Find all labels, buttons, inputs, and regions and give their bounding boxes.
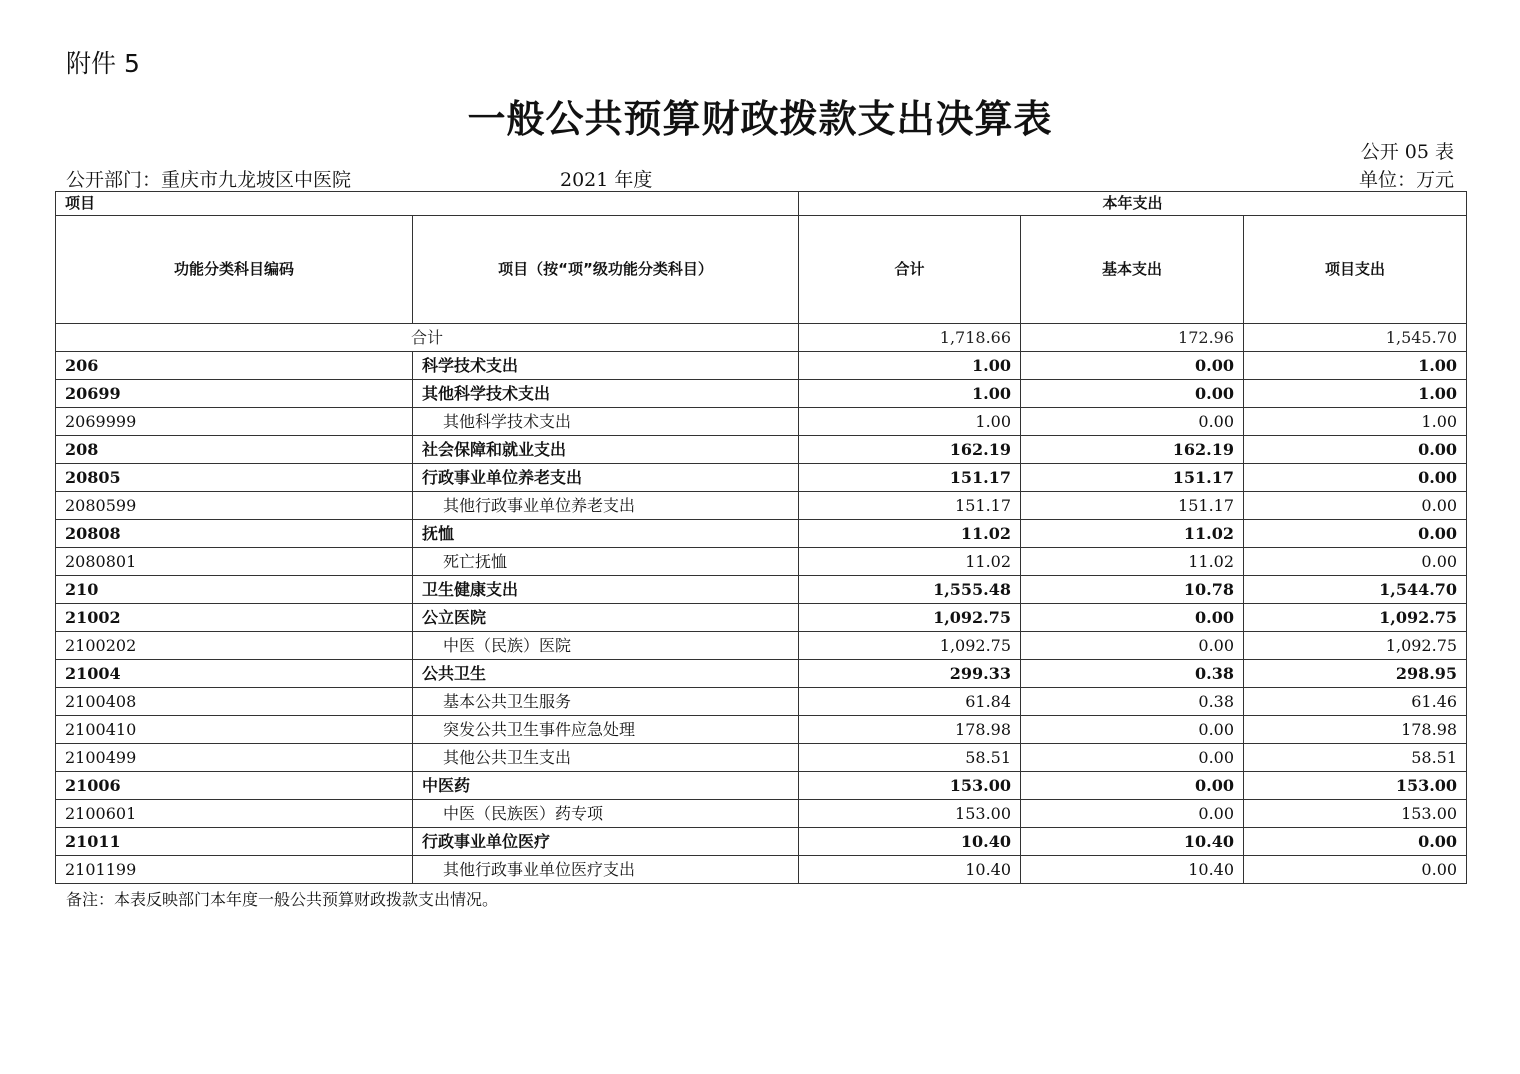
row-program: 0.00 [1244,520,1467,548]
row-code: 208 [56,436,413,464]
row-name: 抚恤 [413,520,799,548]
row-code: 210 [56,576,413,604]
row-program: 1.00 [1244,352,1467,380]
row-name: 行政事业单位养老支出 [413,464,799,492]
row-name: 公共卫生 [413,660,799,688]
table-row [56,800,1467,828]
row-total: 11.02 [799,548,1021,576]
page-title: 一般公共预算财政拨款支出决算表 [467,96,1053,141]
row-code: 2080599 [56,492,413,520]
row-basic: 10.40 [1021,856,1244,884]
row-name: 其他科学技术支出 [413,380,799,408]
header-row-columns [56,216,1467,324]
table-row [56,828,1467,856]
row-total: 178.98 [799,716,1021,744]
row-total: 1.00 [799,352,1021,380]
table-row [56,380,1467,408]
row-basic: 0.00 [1021,744,1244,772]
row-name: 基本公共卫生服务 [413,688,799,716]
row-code: 21011 [56,828,413,856]
row-name: 其他行政事业单位养老支出 [413,492,799,520]
total-basic: 172.96 [1021,324,1244,352]
table-row [56,688,1467,716]
row-total: 1,092.75 [799,604,1021,632]
row-basic: 10.78 [1021,576,1244,604]
table-row [56,744,1467,772]
row-program: 1.00 [1244,380,1467,408]
row-basic: 11.02 [1021,520,1244,548]
row-basic: 0.38 [1021,660,1244,688]
row-basic: 0.00 [1021,800,1244,828]
row-total: 61.84 [799,688,1021,716]
row-basic: 0.00 [1021,716,1244,744]
row-total: 162.19 [799,436,1021,464]
table-row [56,352,1467,380]
attachment-label: 附件 5 [66,49,140,78]
row-basic: 0.00 [1021,408,1244,436]
row-program: 0.00 [1244,856,1467,884]
table-row [56,604,1467,632]
row-basic: 11.02 [1021,548,1244,576]
unit-label: 单位：万元 [1358,169,1454,191]
row-name: 行政事业单位医疗 [413,828,799,856]
row-name: 突发公共卫生事件应急处理 [413,716,799,744]
table-row [56,660,1467,688]
header-code: 功能分类科目编码 [56,216,413,324]
row-program: 1.00 [1244,408,1467,436]
row-name: 中医药 [413,772,799,800]
row-program: 0.00 [1244,464,1467,492]
fiscal-year-label: 2021 年度 [560,169,653,191]
row-basic: 0.00 [1021,772,1244,800]
row-program: 1,092.75 [1244,604,1467,632]
row-code: 2100499 [56,744,413,772]
row-program: 0.00 [1244,436,1467,464]
header-project: 项目 [56,192,799,216]
table-row [56,856,1467,884]
row-name: 中医（民族医）药专项 [413,800,799,828]
row-program: 298.95 [1244,660,1467,688]
row-code: 2100202 [56,632,413,660]
row-code: 2069999 [56,408,413,436]
row-total: 151.17 [799,492,1021,520]
row-program: 1,544.70 [1244,576,1467,604]
row-basic: 162.19 [1021,436,1244,464]
row-code: 2100408 [56,688,413,716]
table-row [56,632,1467,660]
row-name: 死亡抚恤 [413,548,799,576]
row-program: 0.00 [1244,828,1467,856]
row-code: 206 [56,352,413,380]
header-total: 合计 [799,216,1021,324]
total-program: 1,545.70 [1244,324,1467,352]
table-row [56,576,1467,604]
row-name: 其他行政事业单位医疗支出 [413,856,799,884]
row-code: 20699 [56,380,413,408]
table-row [56,716,1467,744]
row-program: 153.00 [1244,800,1467,828]
table-row [56,408,1467,436]
row-basic: 151.17 [1021,492,1244,520]
row-basic: 0.38 [1021,688,1244,716]
row-program: 1,092.75 [1244,632,1467,660]
row-name: 中医（民族）医院 [413,632,799,660]
row-basic: 151.17 [1021,464,1244,492]
row-total: 153.00 [799,800,1021,828]
department-label: 公开部门：重庆市九龙坡区中医院 [66,169,352,191]
row-basic: 0.00 [1021,380,1244,408]
table-row [56,520,1467,548]
table-row [56,464,1467,492]
form-number: 公开 05 表 [1360,141,1454,163]
table-row [56,772,1467,800]
row-program: 178.98 [1244,716,1467,744]
header-name: 项目（按“项”级功能分类科目） [413,216,799,324]
row-basic: 10.40 [1021,828,1244,856]
row-code: 2100601 [56,800,413,828]
row-program: 153.00 [1244,772,1467,800]
row-name: 其他公共卫生支出 [413,744,799,772]
row-total: 1,555.48 [799,576,1021,604]
row-program: 0.00 [1244,548,1467,576]
row-total: 1,092.75 [799,632,1021,660]
row-total: 1.00 [799,380,1021,408]
row-name: 科学技术支出 [413,352,799,380]
total-label: 合计 [56,324,799,352]
row-code: 21002 [56,604,413,632]
row-total: 10.40 [799,828,1021,856]
header-program: 项目支出 [1244,216,1467,324]
row-total: 299.33 [799,660,1021,688]
row-code: 20808 [56,520,413,548]
row-name: 其他科学技术支出 [413,408,799,436]
row-total: 58.51 [799,744,1021,772]
row-name: 卫生健康支出 [413,576,799,604]
row-code: 2101199 [56,856,413,884]
header-row-group [56,192,1467,216]
table-row [56,492,1467,520]
header-basic: 基本支出 [1021,216,1244,324]
total-sum: 1,718.66 [799,324,1021,352]
expenditure-table [55,191,1467,884]
table-row [56,548,1467,576]
total-row [56,324,1467,352]
row-total: 151.17 [799,464,1021,492]
table-row [56,436,1467,464]
row-code: 20805 [56,464,413,492]
row-name: 社会保障和就业支出 [413,436,799,464]
footnote: 备注：本表反映部门本年度一般公共预算财政拨款支出情况。 [66,890,499,909]
row-total: 1.00 [799,408,1021,436]
row-code: 21004 [56,660,413,688]
row-total: 10.40 [799,856,1021,884]
row-name: 公立医院 [413,604,799,632]
row-total: 11.02 [799,520,1021,548]
row-code: 21006 [56,772,413,800]
row-program: 0.00 [1244,492,1467,520]
row-basic: 0.00 [1021,604,1244,632]
row-code: 2080801 [56,548,413,576]
row-basic: 0.00 [1021,632,1244,660]
row-program: 61.46 [1244,688,1467,716]
header-this-year: 本年支出 [799,192,1467,216]
row-total: 153.00 [799,772,1021,800]
row-program: 58.51 [1244,744,1467,772]
row-basic: 0.00 [1021,352,1244,380]
row-code: 2100410 [56,716,413,744]
